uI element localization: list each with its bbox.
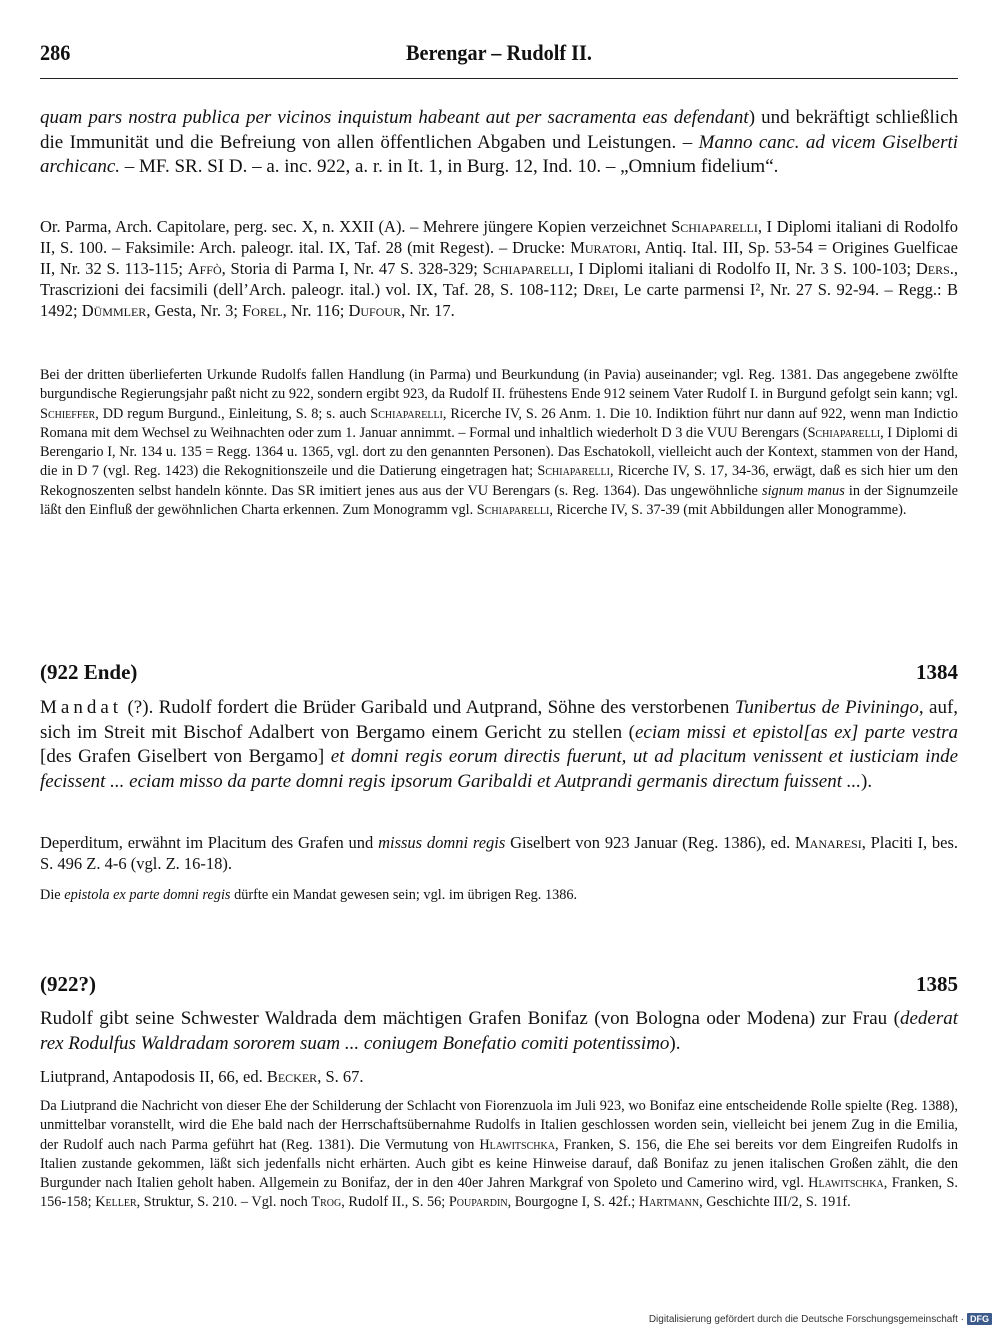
- text-segment: – MF. SR. SI D. – a. inc. 922, a. r. in It. 1, in Burg. 12, Ind. 10. – „Omnium fidelium“.: [124, 156, 779, 177]
- author-name: Becker: [266, 1067, 318, 1086]
- author-name: Schiaparelli: [537, 463, 610, 480]
- entry-number: 1384: [916, 660, 958, 684]
- source-segment: , Gesta, Nr. 3;: [146, 301, 238, 320]
- source-segment: , Trascrizioni dei facsimili (dell’Arch. paleogr. ital.) vol. IX, Taf. 28, S. 108-112;: [40, 259, 959, 299]
- note-segment: Die: [40, 887, 61, 903]
- text-segment: ) und bekräftigt schließlich die Immunität und die Befreiung von allen öffentlichen Abgaben und Leistungen. –: [40, 107, 959, 153]
- entry-1383-commentary: [40, 366, 958, 520]
- note-segment: , DD regum Burgund., Einleitung, S. 8; s. auch: [95, 405, 367, 422]
- source-segment: , Le carte parmensi I², Nr. 27 S. 92-94. – Regg.: B 1492;: [40, 280, 959, 320]
- author-name: Schiaparelli: [671, 217, 758, 236]
- entry-1384-text: [40, 696, 958, 794]
- source-segment: , Nr. 116;: [282, 301, 345, 320]
- text-segment: ).: [861, 770, 873, 792]
- author-name: Drei: [583, 280, 615, 299]
- author-name: Muratori: [570, 238, 637, 257]
- note-segment: Bei der dritten überlieferten Urkunde Rudolfs fallen Handlung (in Parma) und Beurkundung (in Pavia) auseinander; vgl. Reg. 1381. Das angegebene zwölfte burgundische Regierungsjahr paßt nicht zu 922, sondern ergibt 923, da Rudolf II. frühestens Ende 912 seinem Vater Rudolf I. in Burgund gefolgt sein kann; vgl.: [40, 367, 958, 403]
- latin-quote: eciam missi et epistol[as ex] parte vestra: [634, 721, 958, 743]
- dfg-logo: DFG: [967, 1313, 992, 1325]
- source-segment: Giselbert von 923 Januar (Reg. 1386), ed.: [510, 833, 791, 852]
- author-name: Affò: [187, 259, 222, 278]
- source-segment: , Placiti I, bes. S. 496 Z. 4-6 (vgl. Z. 16-18).: [40, 833, 959, 873]
- source-segment: , I Diplomi italiani di Rodolfo II, S. 100. – Faksimile: Arch. paleogr. ital. IX, Taf. 28 (mit Regest). – Drucke:: [40, 217, 959, 257]
- text-segment: (?). Rudolf fordert die Brüder Garibald und Autprand, Söhne des verstorbenen: [127, 697, 730, 718]
- source-segment: Deperditum, erwähnt im Placitum des Grafen und: [40, 833, 374, 852]
- entry-1385-heading: [40, 972, 958, 1000]
- text-segment: Rudolf gibt seine Schwester Waldrada dem mächtigen Grafen Bonifaz (von Bologna oder Modena) zur Frau (: [40, 1008, 900, 1029]
- source-segment: , I Diplomi italiani di Rodolfo II, Nr. 3 S. 100-103;: [569, 259, 912, 278]
- source-segment: , Storia di Parma I, Nr. 47 S. 328-329;: [221, 259, 478, 278]
- text-segment: ).: [669, 1032, 681, 1054]
- text-segment: , auf, sich im Streit mit Bischof Adalbert von Bergamo einem Gericht zu stellen (: [40, 697, 959, 743]
- digitization-credit: [649, 1313, 992, 1325]
- entry-1384-commentary: [40, 886, 958, 905]
- author-name: Trog: [311, 1194, 342, 1211]
- latin-term: signum manus: [762, 482, 845, 499]
- author-name: Ders.: [915, 259, 954, 278]
- entry-date: (922 Ende): [40, 660, 138, 684]
- source-segment: , Antiq. Ital. III, Sp. 53-54 = Origines Guelficae II, Nr. 32 S. 113-115;: [40, 238, 959, 278]
- author-name: Forel: [242, 301, 283, 320]
- note-segment: , Ricerche IV, S. 17, 34-36, erwägt, daß es sich hier um den Rekognoszenten selbst handeln könnte. Das SR imitiert jenes aus aus der VU Berengars (s. Reg. 1364). Das ungewöhnliche: [40, 463, 958, 499]
- credit-text: Digitalisierung gefördert durch die Deutsche Forschungsgemeinschaft ·: [648, 1313, 964, 1325]
- entry-1384-heading: [40, 660, 958, 688]
- author-name: Schieffer: [40, 405, 96, 422]
- note-segment: , Franken, S. 156-158;: [40, 1175, 958, 1211]
- entry-1384-sources: [40, 832, 958, 874]
- note-segment: , Ricerche IV, S. 37-39 (mit Abbildungen aller Monogramme).: [549, 502, 907, 519]
- note-segment: , Geschichte III/2, S. 191f.: [699, 1194, 851, 1211]
- latin-quote: Manno canc. ad vicem Giselberti archicanc.: [40, 131, 959, 177]
- text-segment: [des Grafen Giselbert von Bergamo]: [40, 746, 325, 767]
- entry-1383-text: [40, 106, 958, 180]
- document-type: Mandat: [40, 697, 123, 718]
- source-segment: , Nr. 17.: [401, 301, 455, 320]
- note-segment: , Bourgogne I, S. 42f.;: [507, 1194, 636, 1211]
- entry-1385-sources: [40, 1066, 958, 1087]
- latin-quote: quam pars nostra publica per vicinos inquistum habeant aut per sacramenta eas defendant: [40, 107, 749, 128]
- note-segment: , Struktur, S. 210. – Vgl. noch: [136, 1194, 308, 1211]
- author-name: Poupardin: [448, 1194, 508, 1211]
- latin-quote: dederat rex Rodulfus Waldradam sororem suam ... coniugem Bonefatio comiti potentissimo: [40, 1008, 958, 1054]
- author-name: Keller: [95, 1194, 137, 1211]
- entry-number: 1385: [916, 972, 958, 996]
- page-number: 286: [40, 40, 71, 65]
- entry-1385-text: [40, 1007, 958, 1056]
- source-segment: Or. Parma, Arch. Capitolare, perg. sec. X, n. XXII (A). – Mehrere jüngere Kopien verzeichnet: [40, 217, 667, 236]
- latin-term: missus domni regis: [378, 833, 506, 852]
- author-name: Schiaparelli: [476, 502, 550, 519]
- author-name: Hlawitschka: [479, 1136, 555, 1153]
- author-name: Schiaparelli: [807, 424, 881, 441]
- author-name: Manaresi: [795, 833, 862, 852]
- note-segment: dürfte ein Mandat gewesen sein; vgl. im übrigen Reg. 1386.: [234, 887, 578, 903]
- latin-quote: et domni regis eorum directis fuerunt, ut ad placitum venissent et iusticiam inde fecissent ... eciam misso da parte domni regis ipsorum Garibaldi et Autprandi germanis directum fuissent ...: [40, 746, 959, 792]
- note-segment: in der Signumzeile läßt den Einfluß der gewöhnlichen Charta erkennen. Zum Monogramm vgl.: [40, 482, 959, 519]
- latin-term: epistola ex parte domni regis: [64, 887, 231, 903]
- source-segment: , S. 67.: [317, 1067, 364, 1086]
- note-segment: , Rudolf II., S. 56;: [341, 1194, 446, 1211]
- latin-quote: Tunibertus de Piviningo: [734, 697, 919, 718]
- author-name: Schiaparelli: [482, 259, 570, 278]
- author-name: Schiaparelli: [370, 405, 443, 422]
- entry-1383-sources: [40, 216, 958, 321]
- note-segment: , I Diplomi di Berengario I, Nr. 134 u. 135 = Regg. 1364 u. 1365, vgl. dort zu den genannten Personen). Das Eschatokoll, vielleicht auch der Kontext, stammen von der Hand, die in D 7 (vgl. Reg. 1423) die Rekognitionszeile und die Datierung eingetragen hat;: [40, 424, 958, 480]
- entry-date: (922?): [40, 972, 96, 996]
- source-segment: Liutprand, Antapodosis II, 66, ed.: [40, 1067, 263, 1086]
- note-segment: , Ricerche IV, S. 26 Anm. 1. Die 10. Indiktion führt nur dann auf 922, wenn man Indictio Romana mit dem Wechsel zu Weihnachten oder zum 1. Januar annimmt. – Formal und inhaltlich wiederholt D 3 die VUU Berengars (: [40, 405, 958, 441]
- note-segment: , Franken, S. 156, die Ehe sei bereits vor dem Eingreifen Rudolfs in Italien zustande gekommen, läßt sich jedenfalls nicht erhärten. Auch gibt es keine Hinweise darauf, daß Bonifaz zu jenen italischen Großen zählt, die den Burgunder nach Italien geholt haben. Allgemein zu Bonifaz, der in den 40er Jahren Markgraf von Spoleto und Camerino wird, vgl.: [40, 1136, 959, 1192]
- author-name: Hartmann: [638, 1194, 700, 1211]
- note-segment: Da Liutprand die Nachricht von dieser Ehe der Schilderung der Schlacht von Fiorenzuola im Juli 923, wo Bonifaz eine entscheidende Rolle spielte (Reg. 1388), unmittelbar voranstellt, wird die Ehe bald nach der Herrschaftsübernahme Rudolfs in Italien geschlossen worden sein, vielleicht bei jenem Zug in die Emilia, der Rudolf auch nach Parma geführt hat (Reg. 1381). Die Vermutung von: [40, 1098, 958, 1153]
- running-title: Berengar – Rudolf II.: [406, 40, 592, 65]
- author-name: Dümmler: [81, 301, 147, 320]
- author-name: Dufour: [348, 301, 402, 320]
- entry-1385-commentary: [40, 1097, 958, 1213]
- author-name: Hlawitschka: [808, 1175, 884, 1192]
- page-header: [40, 38, 958, 79]
